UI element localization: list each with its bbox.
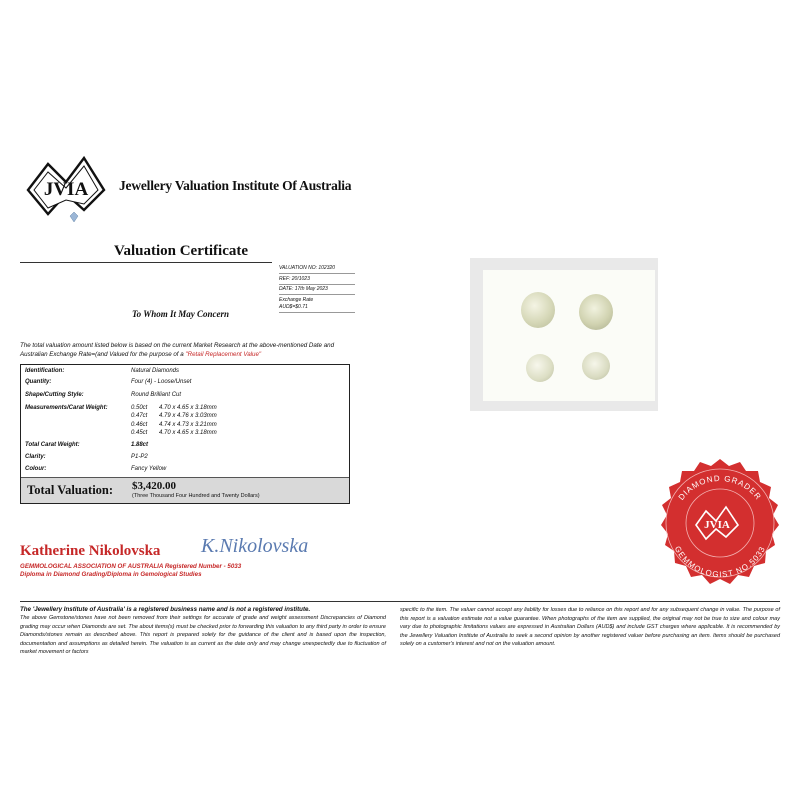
quantity-label: Quantity: xyxy=(25,379,52,385)
svg-text:JVIA: JVIA xyxy=(43,179,89,200)
intro-text: The total valuation amount listed below is based on the current Market Research at the above-mentioned Date and Australian Exchange Rate=(and Valued for the purpose of a xyxy=(20,342,335,358)
salutation: To Whom It May Concern xyxy=(132,309,230,319)
reference-number: REF: 20/1023 xyxy=(279,277,355,285)
footer-disclaimer-right: specific to the item. The valuer cannot accept any liability for losses due to reliance on this report and for any subsequent change in value. The purpose of this report is a valuation estimate not a value guarantee. When photographs of the item are supplied, the original may not be true to size and colour may vary due to photographic limitations values are expressed in Australian Dollars (AUD$) and include GST charges where applicable. It is recommended by the Jewellery Valuation Institute of Australia to seek a second opinion by another registered valuer before purchasing an item. Items should be purchased solely on a customer's interest and not on the valuation amount. xyxy=(400,607,780,648)
svg-text:JVIA: JVIA xyxy=(704,519,730,531)
svg-text:DIAMOND GRADER: DIAMOND GRADER xyxy=(676,473,764,502)
jvia-logo xyxy=(20,150,112,228)
clarity-value: P1-P2 xyxy=(131,454,148,460)
signatory-registration: GEMMOLOGICAL ASSOCIATION OF AUSTRALIA Registered Number - 5033 xyxy=(20,563,242,570)
exchange-rate-label: Exchange Rate xyxy=(279,296,314,303)
diamond-stone xyxy=(579,294,613,330)
organization-name: Jewellery Valuation Institute Of Australia xyxy=(119,178,352,193)
measurement-row: 0.47ct 4.79 x 4.76 x 3.03mm xyxy=(131,413,217,420)
total-valuation-value: $3,420.00 xyxy=(132,480,176,492)
total-valuation-bar xyxy=(21,477,349,503)
signatory-name: Katherine Nikolovska xyxy=(20,543,161,559)
clarity-label: Clarity: xyxy=(25,454,46,460)
intro-highlight: "Retail Replacement Value" xyxy=(185,351,262,358)
handwritten-signature: K.Nikolovska xyxy=(201,535,309,557)
diamond-grader-seal xyxy=(650,457,790,597)
diamond-stone xyxy=(582,352,610,380)
measurements-list xyxy=(131,404,217,437)
footer-divider xyxy=(20,601,780,602)
total-valuation-words: (Three Thousand Four Hundred and Twenty Dollars) xyxy=(132,493,260,499)
quantity-value: Four (4) - Loose/Unset xyxy=(131,379,192,385)
colour-value: Fancy Yellow xyxy=(131,466,167,472)
diamond-stone xyxy=(526,354,554,382)
diamond-stone xyxy=(521,292,555,328)
measurements-label: Measurements/Carat Weight: xyxy=(25,405,108,411)
total-weight-value: 1.88ct xyxy=(131,442,149,448)
diamond-photo xyxy=(483,270,655,401)
footer-disclaimer-left: The above Gemstone/stones have not been removed from their settings for accurate of grade and weight assessment Discrepancies of Diamond grading may occur when Diamonds are set. The about items(s) must be checked prior to forwarding this valuation to any third party in order to ensure Diamonds/stones remain as described above. This report is prepared solely for the guidance of the client and is based upon the inspection, documentation and assumptions as detailed herein. The valuation is as current as the date only and may change unexpectedly due to fluctuation of market movement or factors xyxy=(20,615,386,656)
colour-label: Colour: xyxy=(25,466,47,472)
measurement-row: 0.45ct 4.70 x 4.65 x 3.18mm xyxy=(131,429,217,436)
total-valuation-label: Total Valuation: xyxy=(27,483,114,497)
measurement-row: 0.50ct 4.70 x 4.65 x 3.18mm xyxy=(131,405,217,411)
signatory-diploma: Diploma in Diamond Grading/Diploma in Gemological Studies xyxy=(20,571,202,578)
total-weight-label: Total Carat Weight: xyxy=(25,442,80,448)
shape-label: Shape/Cutting Style: xyxy=(25,392,84,398)
measurement-row: 0.46ct 4.74 x 4.73 x 3.21mm xyxy=(131,421,217,428)
valuation-number: VALUATION NO: 102320 xyxy=(279,266,355,274)
intro-paragraph xyxy=(20,341,360,359)
valuation-details-table xyxy=(20,364,350,504)
svg-text:GEMMOLOGIST NO.5033: GEMMOLOGIST NO.5033 xyxy=(672,544,768,580)
footer-heading: The 'Jewellery Institute of Australia' is a registered business name and is not a registered institute. xyxy=(20,606,311,613)
shape-value: Round Brilliant Cut xyxy=(131,392,182,398)
certificate-title: Valuation Certificate xyxy=(114,243,249,259)
exchange-rate-value: AUD$=$0.71 xyxy=(279,305,355,313)
identification-label: Identification: xyxy=(25,368,65,374)
identification-value: Natural Diamonds xyxy=(131,368,180,374)
valuation-date: DATE: 17th May 2023 xyxy=(279,287,355,295)
reference-block xyxy=(279,266,355,315)
title-divider xyxy=(20,262,272,263)
